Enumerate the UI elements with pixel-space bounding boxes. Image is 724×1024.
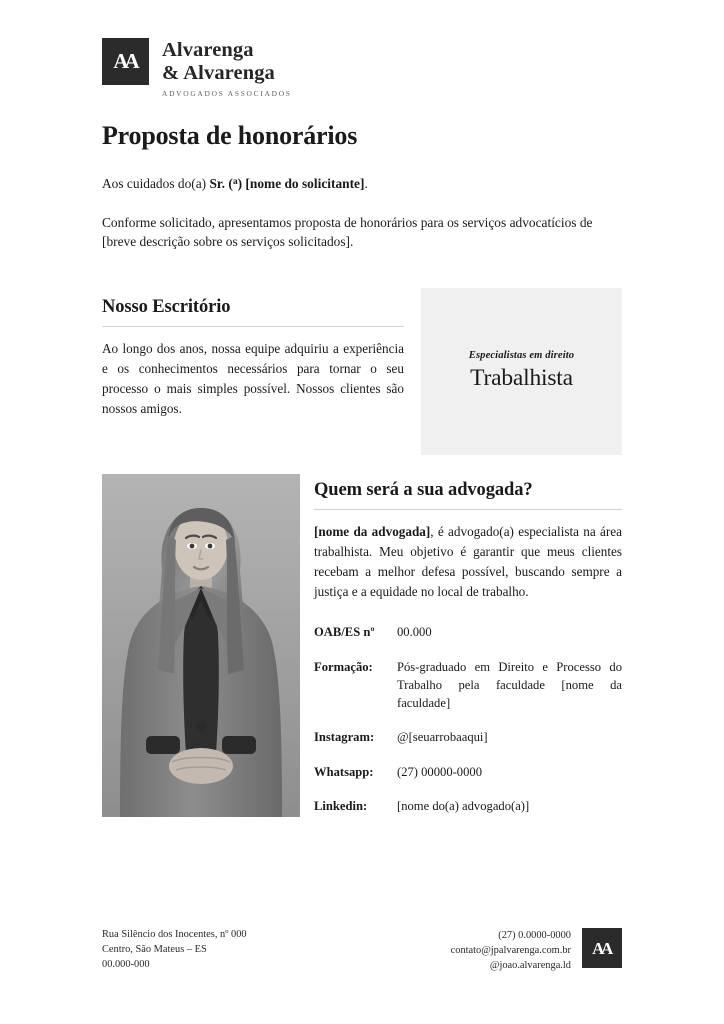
office-section — [102, 296, 404, 418]
attention-honorific: Sr. ( — [209, 176, 233, 191]
logo-monogram-mark — [102, 38, 149, 85]
footer-address-line-2: Centro, São Mateus – ES — [102, 943, 207, 955]
office-body-text: Ao longo dos anos, nossa equipe adquiriu a experiência e os conhecimentos necessários para tornar o seu processo o mais simples possível. Nossos clientes são nossos amigos. — [102, 341, 404, 416]
logo-name-line-2: & Alvarenga — [162, 62, 275, 85]
detail-row-oab — [314, 623, 622, 641]
specialty-title: Trabalhista — [470, 364, 573, 391]
footer-social-handle: @joao.alvarenga.ld — [489, 959, 571, 971]
detail-row-linkedin — [314, 797, 622, 815]
office-heading: Nosso Escritório — [102, 297, 231, 317]
attention-placeholder: ) [nome do solicitante] — [237, 176, 365, 191]
specialty-card — [421, 288, 622, 455]
detail-label: Whatsapp: — [314, 764, 374, 779]
detail-label: Linkedin: — [314, 798, 368, 813]
detail-value: (27) 00000-0000 — [397, 764, 482, 779]
footer-logo-mark — [582, 928, 622, 968]
lawyer-portrait-photo — [102, 474, 300, 817]
detail-label: Instagram: — [314, 730, 375, 745]
portrait-illustration — [102, 474, 300, 817]
detail-row-instagram — [314, 728, 622, 746]
detail-row-formacao — [314, 658, 622, 713]
footer-contact — [451, 928, 571, 973]
footer-address — [102, 928, 247, 972]
intro-paragraph: Conforme solicitado, apresentamos proposta de honorários para os serviços advocatícios de [breve descrição sobre os serviços solicitados]. — [102, 215, 593, 250]
office-heading-rule — [102, 326, 404, 327]
detail-value: [nome do(a) advogado(a)] — [397, 798, 530, 813]
footer-email: contato@jpalvarenga.com.br — [450, 944, 571, 956]
attention-prefix: Aos cuidados do(a) — [102, 176, 210, 191]
specialty-kicker: Especialistas em direito — [468, 350, 575, 362]
footer-address-line-1: Rua Silêncio dos Inocentes, nº 000 — [102, 929, 247, 940]
logo-tagline: ADVOGADOS ASSOCIADOS — [162, 89, 292, 99]
detail-value: @[seuarrobaaqui] — [397, 730, 488, 745]
footer-address-line-3: 00.000-000 — [102, 958, 150, 970]
detail-value: Pós-graduado em Direito e Processo do Trabalho pela faculdade [nome da faculdade] — [397, 659, 622, 711]
page-title: Proposta de honorários — [102, 121, 358, 150]
footer-right-group — [451, 928, 622, 973]
logo-monogram-text: AA — [113, 49, 136, 73]
lawyer-details-list — [314, 623, 622, 815]
lawyer-section — [314, 479, 622, 815]
detail-label — [314, 623, 397, 641]
lawyer-bio-rest: , é advogado(a) especialista na área trabalhista. Meu objetivo é garantir que meus clientes recebam a melhor defesa possível, buscando sempre a justiça e a equidade no local de trabalho. — [314, 524, 622, 599]
detail-row-whatsapp — [314, 763, 622, 781]
detail-label: Formação: — [314, 659, 373, 674]
logo-wordmark — [162, 38, 292, 98]
letterhead-logo — [102, 38, 292, 98]
page-footer — [102, 928, 622, 973]
attention-recipient — [209, 176, 364, 191]
logo-name-line-1: Alvarenga — [162, 39, 254, 61]
footer-phone: (27) 0.0000-0000 — [498, 930, 571, 941]
lawyer-name-placeholder: [nome da advogada] — [314, 524, 431, 540]
footer-logo-monogram-text: AA — [592, 938, 610, 958]
lawyer-bio-text — [314, 522, 622, 601]
detail-value: 00.000 — [397, 625, 432, 640]
lawyer-heading-rule — [314, 509, 622, 510]
feminine-ordinal: a — [232, 175, 238, 187]
detail-label-text: OAB/ES nº — [314, 625, 375, 640]
attention-suffix: . — [364, 176, 368, 191]
lawyer-heading: Quem será a sua advogada? — [314, 480, 533, 500]
attention-line — [102, 174, 623, 193]
